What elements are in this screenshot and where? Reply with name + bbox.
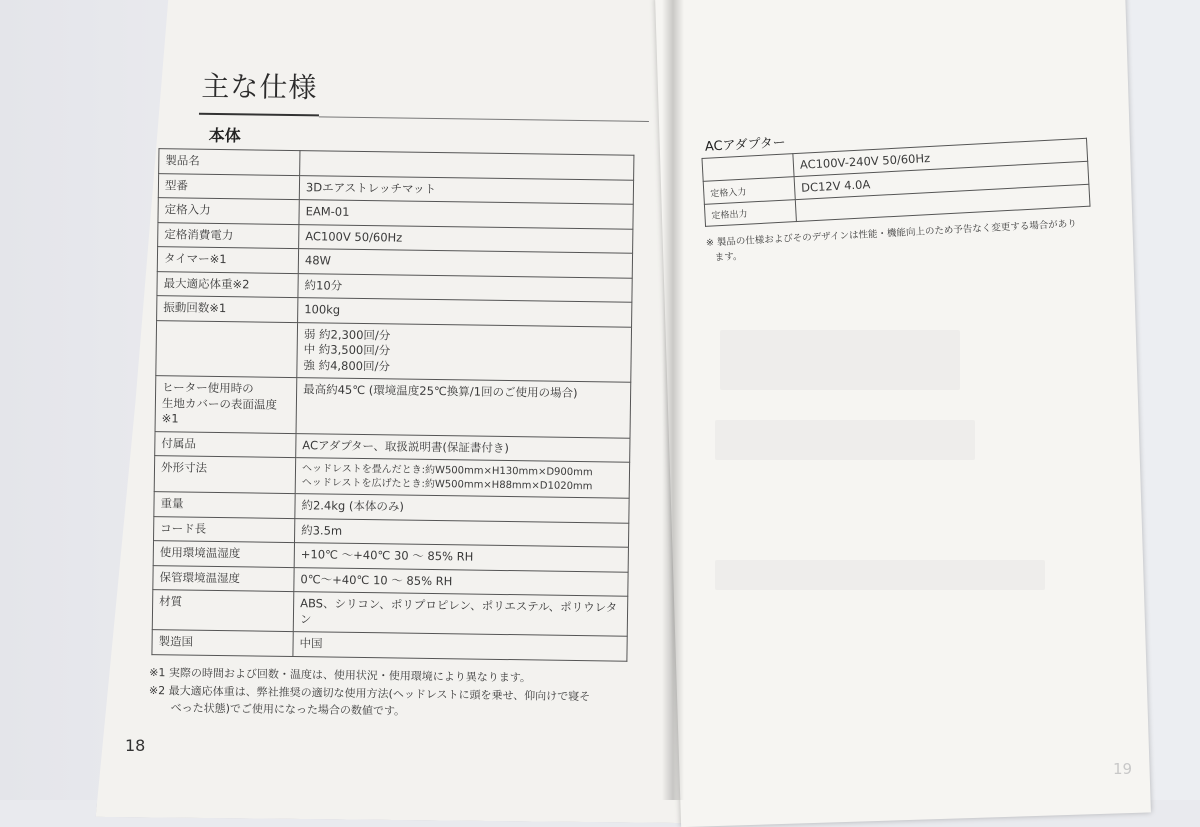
book-gutter <box>662 0 684 800</box>
spec-value: AC100V 50/60Hz <box>299 224 633 253</box>
spec-value: 最高約45℃ (環境温度25℃換算/1回のご使用の場合) <box>296 378 631 438</box>
vibration-medium: 中 約3,500回/分 <box>303 342 391 358</box>
table-row <box>156 320 632 382</box>
spec-value: 約10分 <box>298 273 632 302</box>
spec-value <box>297 322 632 382</box>
spec-key: 最大適応体重※2 <box>157 271 298 297</box>
spec-key: 定格入力 <box>158 198 299 224</box>
dimension-extended: ヘッドレストを広げたとき:約W500mm×H88mm×D1020mm <box>301 476 593 492</box>
spec-key-line: ヒーター使用時の <box>162 380 254 396</box>
spec-value: 3Dエアストレッチマット <box>299 175 633 204</box>
spec-value: DC12V 4.0A <box>794 161 1089 199</box>
spec-key: 付属品 <box>155 431 296 457</box>
spec-key: 保管環境温湿度 <box>153 565 294 591</box>
spec-key: 製造国 <box>152 630 293 656</box>
footnote: ※1 実際の時間および回数・温度は、使用状況・使用環境により異なります。 <box>149 666 532 685</box>
spec-value: AC100V-240V 50/60Hz <box>793 138 1088 176</box>
note-line: ます。 <box>714 251 743 264</box>
show-through-block <box>720 330 960 390</box>
spec-key-line: 生地カバーの表面温度※1 <box>161 395 278 426</box>
footnote: べった状態)でご使用になった場合の数値です。 <box>170 701 406 718</box>
spec-key: 材質 <box>152 590 294 632</box>
spec-table-body <box>151 148 634 661</box>
vibration-weak: 弱 約2,300回/分 <box>303 326 391 342</box>
vibration-strong: 強 約4,800回/分 <box>303 357 391 374</box>
spec-value: 48W <box>298 249 632 278</box>
page-title: 主な仕様 <box>201 69 318 105</box>
right-page <box>655 0 1151 827</box>
page-number-right: 19 <box>1113 760 1133 778</box>
spec-value: 0℃～+40℃ 10 ～ 85% RH <box>294 567 628 596</box>
spec-key <box>155 376 297 434</box>
spec-key: 定格入力 <box>703 177 795 205</box>
spec-value <box>295 458 629 499</box>
spec-key: 定格消費電力 <box>158 222 299 248</box>
page-number-left: 18 <box>125 736 146 755</box>
spec-value: 約2.4kg (本体のみ) <box>295 494 629 523</box>
table-row <box>152 590 628 637</box>
spec-value: ACアダプター、取扱説明書(保証書付き) <box>296 433 630 462</box>
spec-value: 100kg <box>298 298 632 327</box>
spec-key: タイマー※1 <box>157 247 298 273</box>
footnotes <box>149 664 640 724</box>
spec-key: 型番 <box>158 173 299 199</box>
spec-key: コード長 <box>154 516 295 542</box>
spec-key: 外形寸法 <box>154 456 295 494</box>
spec-key: 重量 <box>154 492 295 518</box>
table-row <box>155 376 631 438</box>
spec-value: ABS、シリコン、ポリプロピレン、ポリエステル、ポリウレタン <box>293 592 628 637</box>
spec-value: +10℃ ～+40℃ 30 ～ 85% RH <box>294 543 628 572</box>
spec-value: EAM-01 <box>299 200 633 229</box>
footnote: ※2 最大適応体重は、弊社推奨の適切な使用方法(ヘッドレストに頭を乗せ、仰向けで寝そ <box>148 683 591 703</box>
spec-value: 中国 <box>293 632 627 661</box>
note-line: ※ 製品の仕様およびそのデザインは性能・機能向上のため予告なく変更する場合があり <box>705 218 1078 249</box>
spec-key <box>156 320 298 378</box>
show-through-block <box>715 560 1045 590</box>
spec-key: 製品名 <box>159 149 300 175</box>
spec-value: 約3.5m <box>294 518 628 547</box>
spec-key: 使用環境温湿度 <box>153 541 294 567</box>
show-through-block <box>715 420 975 460</box>
dimension-folded: ヘッドレストを畳んだとき:約W500mm×H130mm×D900mm <box>301 463 593 479</box>
spec-key: 振動回数※1 <box>157 296 298 322</box>
section-heading-body: 本体 <box>208 125 241 146</box>
spec-key: 定格出力 <box>704 200 796 227</box>
section-heading-ac-adapter: ACアダプター <box>704 135 787 155</box>
